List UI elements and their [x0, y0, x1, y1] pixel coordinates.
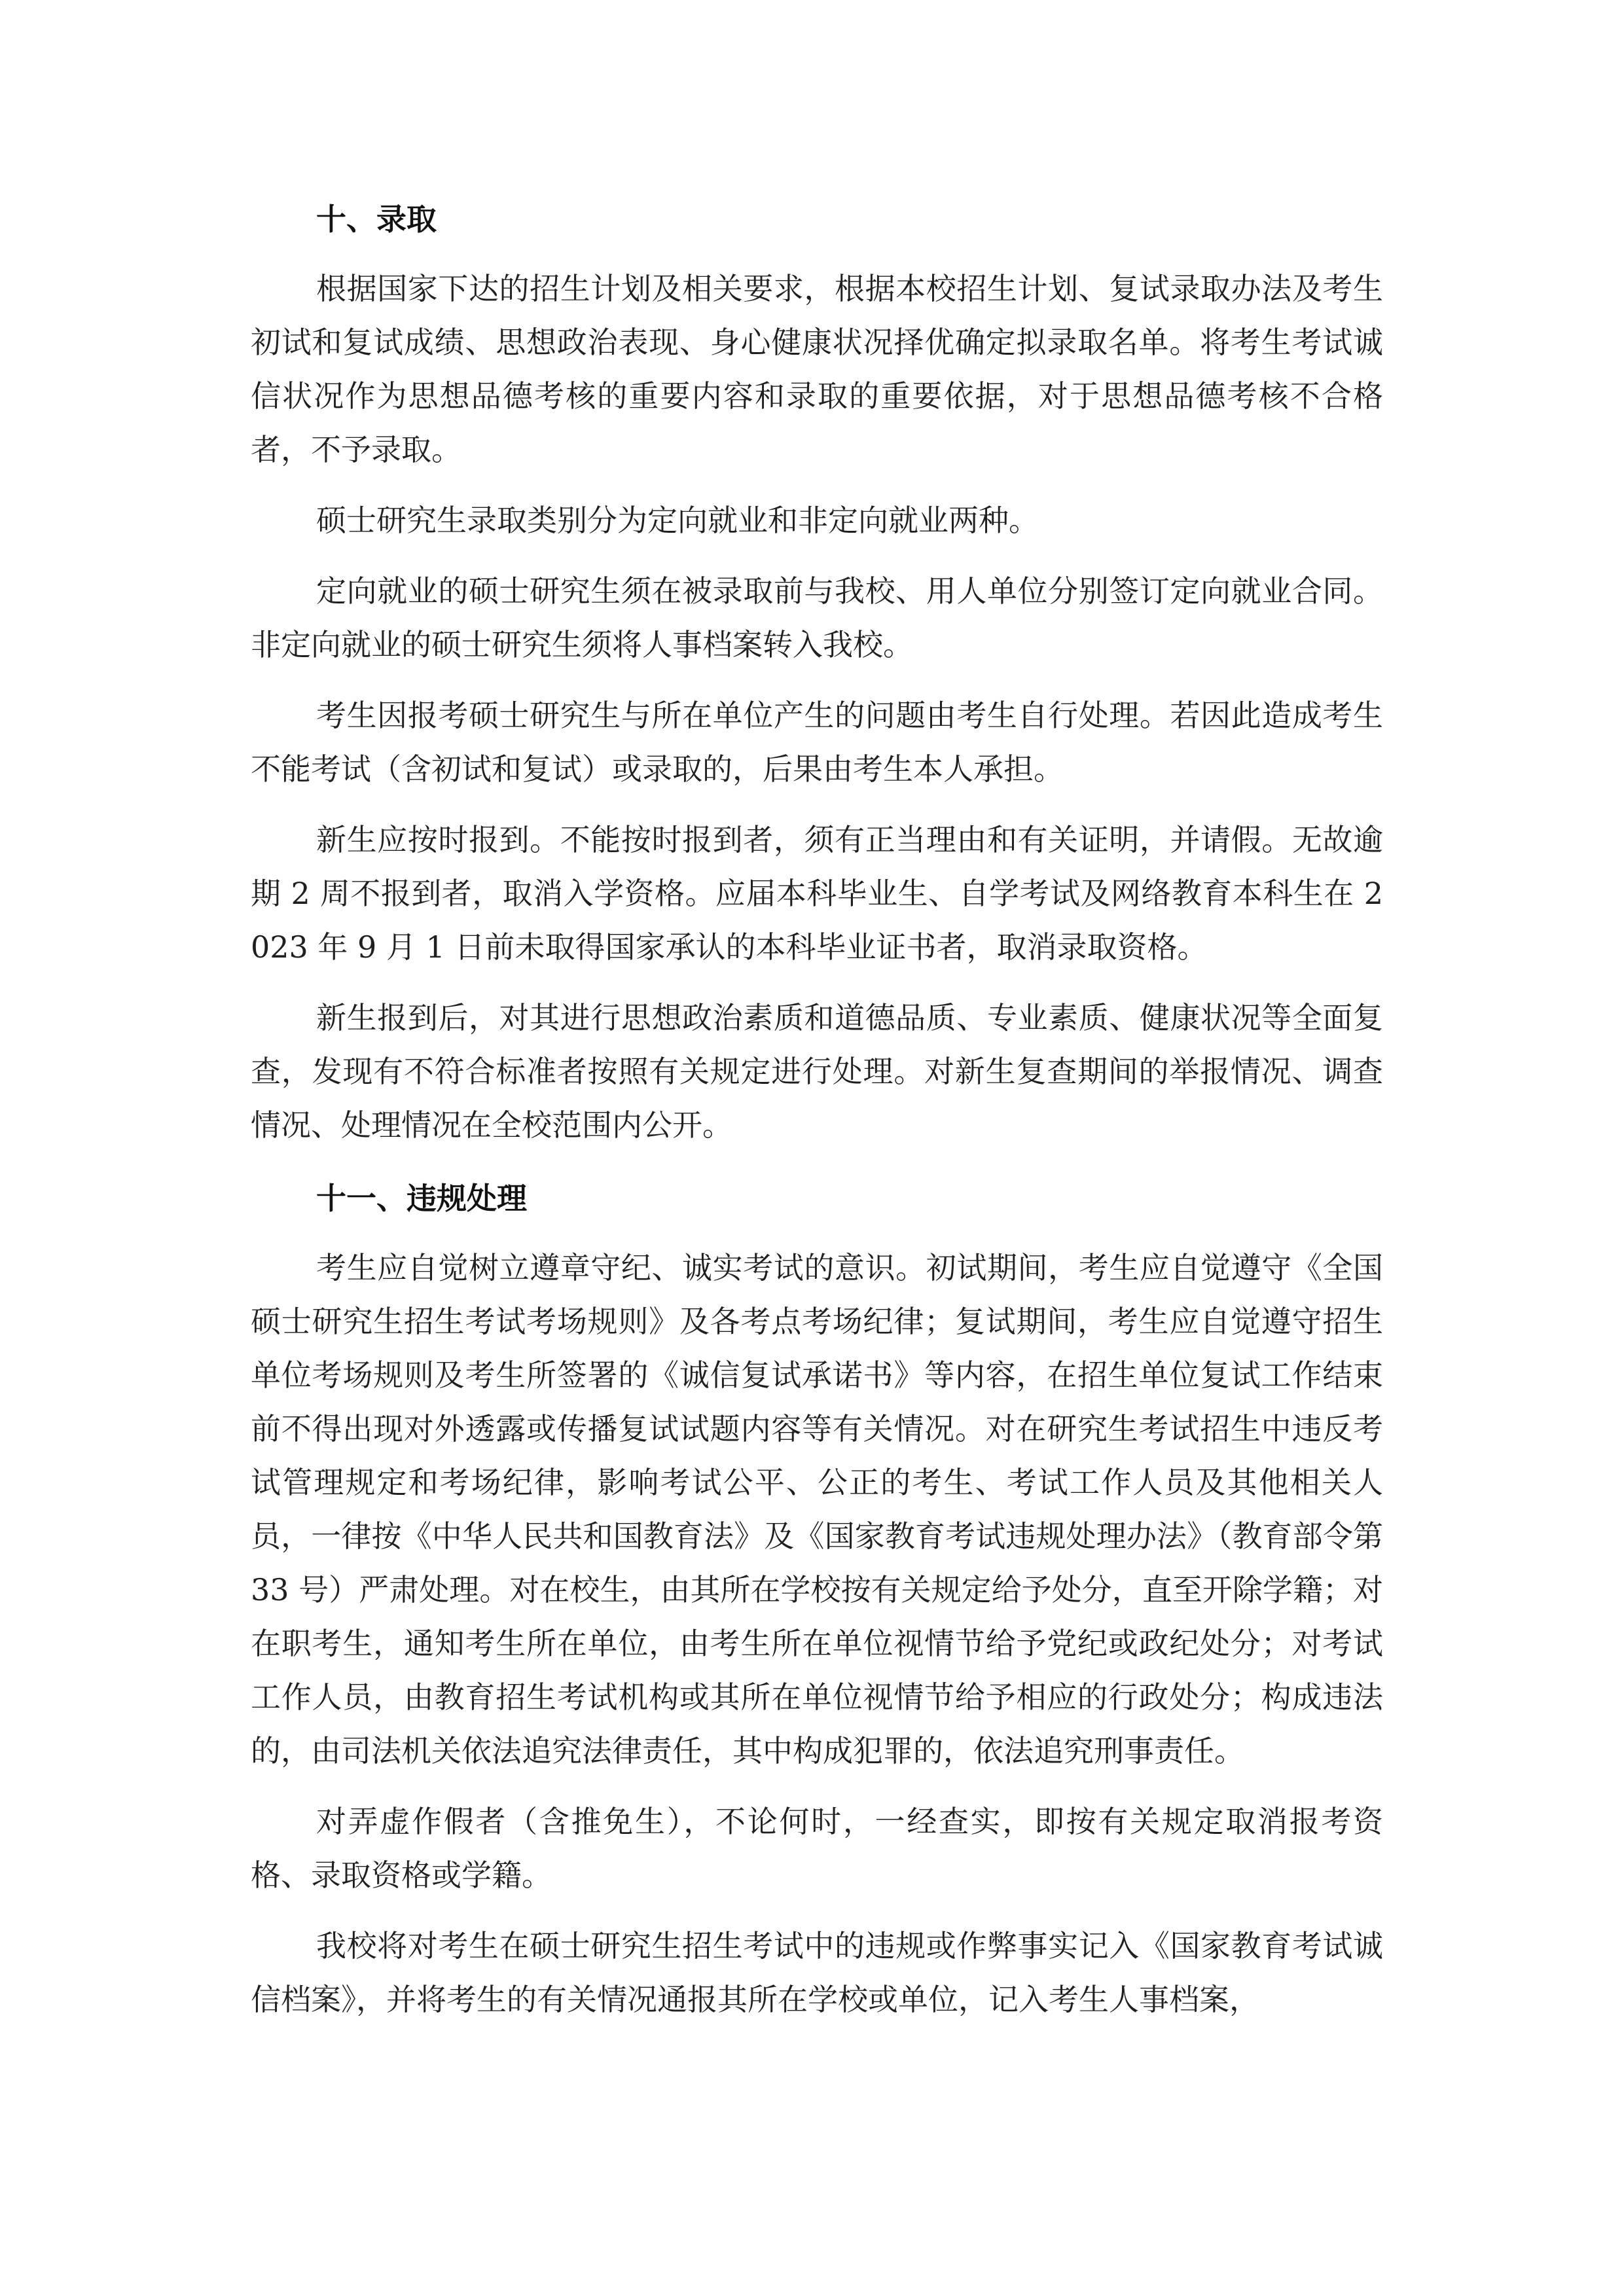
section-heading-admission: 十、录取	[316, 202, 437, 237]
paragraph: 定向就业的硕士研究生须在被录取前与我校、用人单位分别签订定向就业合同。非定向就业的硕士研究生须将人事档案转入我校。	[251, 573, 1383, 662]
paragraph: 根据国家下达的招生计划及相关要求，根据本校招生计划、复试录取办法及考生初试和复试成绩、思想政治表现、身心健康状况择优确定拟录取名单。将考生考试诚信状况作为思想品德考核的重要内容和录取的重要依据，对于思想品德考核不合格者，不予录取。	[251, 271, 1383, 467]
paragraph: 对弄虚作假者（含推免生），不论何时，一经查实，即按有关规定取消报考资格、录取资格或学籍。	[251, 1804, 1383, 1893]
document-body	[251, 196, 1383, 2043]
paragraph: 硕士研究生录取类别分为定向就业和非定向就业两种。	[316, 503, 1039, 538]
paragraph: 新生应按时报到。不能按时报到者，须有正当理由和有关证明，并请假。无故逾期 2 周不报到者，取消入学资格。应届本科毕业生、自学考试及网络教育本科生在 2023 年 9 月 1 日前未取得国家承认的本科毕业证书者，取消录取资格。	[251, 822, 1383, 965]
paragraph: 考生因报考硕士研究生与所在单位产生的问题由考生自行处理。若因此造成考生不能考试（含初试和复试）或录取的，后果由考生本人承担。	[251, 698, 1383, 787]
paragraph: 考生应自觉树立遵章守纪、诚实考试的意识。初试期间，考生应自觉遵守《全国硕士研究生招生考试考场规则》及各考点考场纪律；复试期间，考生应自觉遵守招生单位考场规则及考生所签署的《诚信复试承诺书》等内容，在招生单位复试工作结束前不得出现对外透露或传播复试试题内容等有关情况。对在研究生考试招生中违反考试管理规定和考场纪律，影响考试公平、公正的考生、考试工作人员及其他相关人员，一律按《中华人民共和国教育法》及《国家教育考试违规处理办法》（教育部令第 33 号）严肃处理。对在校生，由其所在学校按有关规定给予处分，直至开除学籍；对在职考生，通知考生所在单位，由考生所在单位视情节给予党纪或政纪处分；对考试工作人员，由教育招生考试机构或其所在单位视情节给予相应的行政处分；构成违法的，由司法机关依法追究法律责任，其中构成犯罪的，依法追究刑事责任。	[251, 1250, 1383, 1768]
section-spacer	[251, 1169, 1383, 1175]
paragraph: 新生报到后，对其进行思想政治素质和道德品质、专业素质、健康状况等全面复查，发现有不符合标准者按照有关规定进行处理。对新生复查期间的举报情况、调查情况、处理情况在全校范围内公开。	[251, 1000, 1383, 1143]
section-heading-violations: 十一、违规处理	[316, 1181, 527, 1216]
paragraph: 我校将对考生在硕士研究生招生考试中的违规或作弊事实记入《国家教育考试诚信档案》，并将考生的有关情况通报其所在学校或单位，记入考生人事档案，	[251, 1928, 1383, 2017]
